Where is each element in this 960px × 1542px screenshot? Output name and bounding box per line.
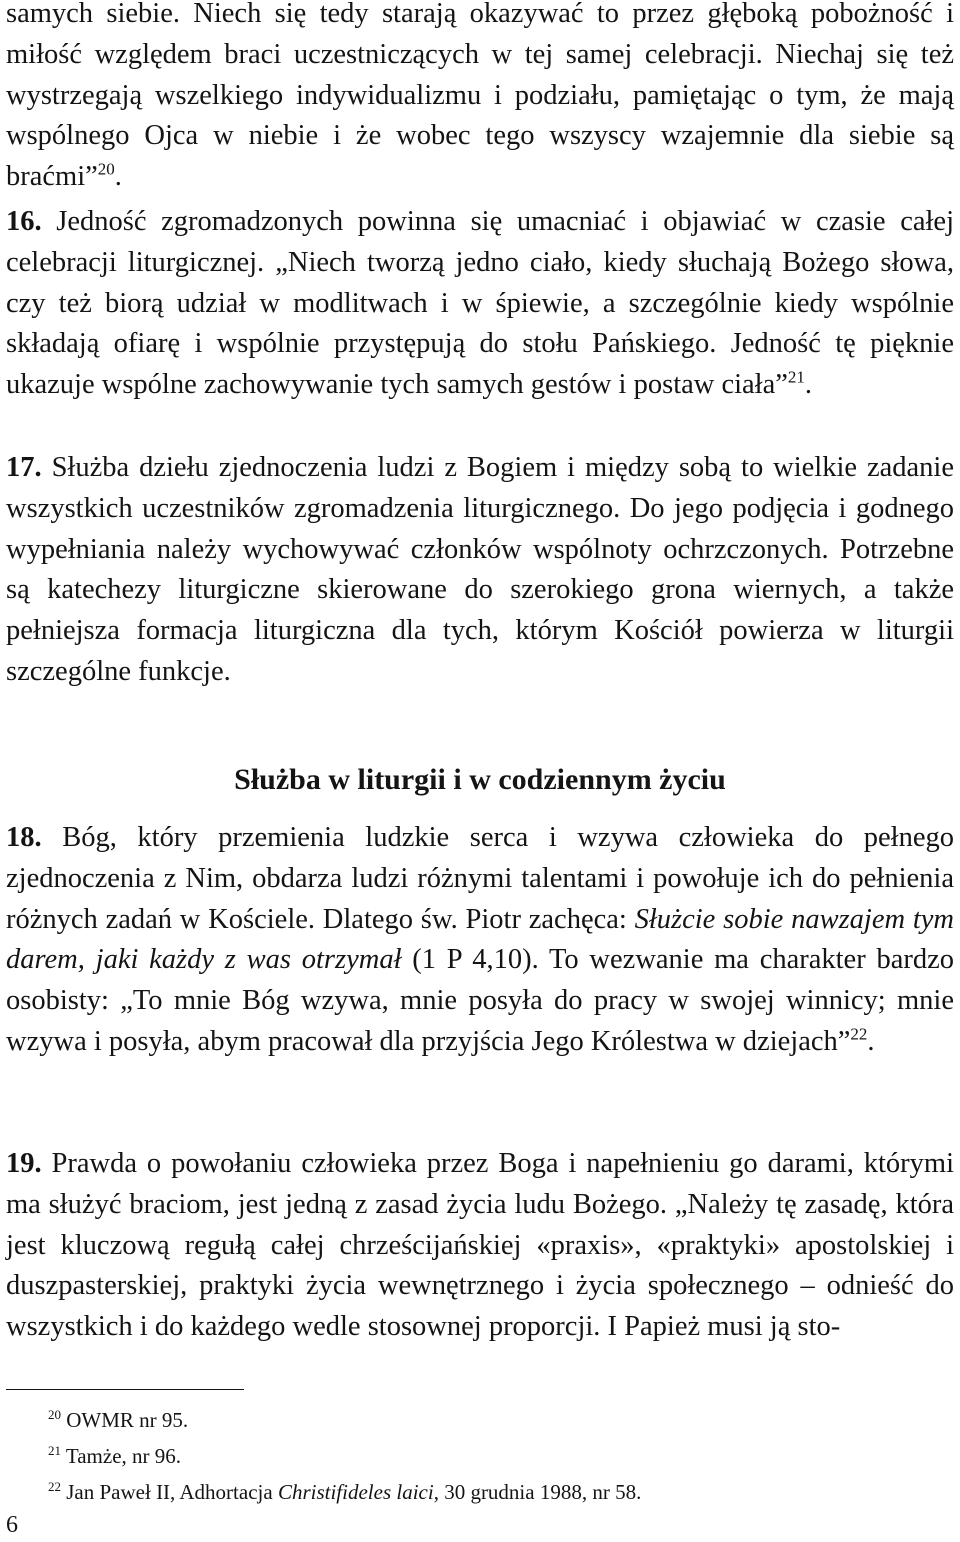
paragraph-number: 18.: [6, 822, 42, 853]
footnote-text-continued: , 30 grudnia 1988, nr 58.: [433, 1480, 642, 1504]
footnote-title: Christifideles laici: [277, 1480, 434, 1504]
page-number: 6: [6, 1512, 18, 1538]
paragraph-text: samych siebie. Niech się tedy starają okazywać to przez głęboką pobożność i miłość względem braci uczestniczących w tej samej celebracji. Niechaj się też wystrzegają wszelkiego indywidualizmu i podziału, pamiętając o tym, że mają wspólnego Ojca w niebie i że wobec tego wszyscy wzajemnie dla siebie są braćmi”: [6, 0, 954, 193]
footnote-number: 21: [48, 1443, 61, 1458]
footnote-20: [48, 1406, 188, 1434]
paragraph-17: [6, 448, 954, 693]
paragraph-number: 19.: [6, 1148, 42, 1179]
footnote-text: OWMR nr 95.: [61, 1408, 189, 1432]
section-heading: Służba w liturgii i w codziennym życiu: [234, 763, 726, 796]
paragraph-number: 16.: [6, 206, 42, 237]
paragraph-16: 16. Jedność zgromadzonych powinna się umacniać i objawiać w czasie całej celebracji liturgicznej. „Niech tworzą jedno ciało, kiedy słuchają Bożego słowa, czy też biorą udział w modlitwach i w śpiewie, a szczególnie kiedy wspólnie składają ofiarę i wspólnie przystępują do stołu Pańskiego. Jedność tę pięknie ukazuje wspólne zachowywanie tych samych gestów i postaw ciała”$^{21}$.: [6, 206, 954, 401]
paragraph-text: Jedność zgromadzonych powinna się umacniać i objawiać w czasie całej celebracji liturgicznej. „Niech tworzą jedno ciało, kiedy słuchają Bożego słowa, czy też biorą udział w modlitwach i w śpiewie, a szczególnie kiedy wspólnie składają ofiarę i wspólnie przystępują do stołu Pańskiego. Jedność tę pięknie ukazuje wspólne zachowywanie tych samych gestów i postaw ciała”: [6, 206, 954, 401]
paragraph-text: Prawda o powołaniu człowieka przez Boga i napełnieniu go darami, którymi ma służyć braciom, jest jedną z zasad życia ludu Bożego. „Należy tę zasadę, która jest kluczową regułą całej chrześcijańskiej «praxis», «praktyki» apostolskiej i duszpasterskiej, praktyki życia wewnętrznego i życia społecznego – odnieść do wszystkich i do każdego wedle stosownej proporcji. I Papież musi ją sto-: [6, 1148, 954, 1343]
footnote-divider: [6, 1389, 244, 1390]
footnote-number: 22: [48, 1479, 61, 1494]
footnote-text: Jan Paweł II, Adhortacja: [61, 1480, 278, 1504]
paragraph-intro: samych siebie. Niech się tedy starają okazywać to przez głęboką pobożność i miłość względem braci uczestniczących w tej samej celebracji. Niechaj się też wystrzegają wszelkiego indywidualizmu i podziału, pamiętając o tym, że mają wspólnego Ojca w niebie i że wobec tego wszyscy wzajemnie dla siebie są braćmi”$^{20}$.: [6, 0, 954, 193]
paragraph-number: 17.: [6, 452, 42, 483]
footnote-number: 20: [48, 1407, 61, 1422]
paragraph-19: [6, 1144, 954, 1348]
footnote-ref[interactable]: 22: [850, 1024, 868, 1044]
footnote-21: [48, 1442, 181, 1470]
footnote-ref[interactable]: 21: [787, 367, 805, 387]
paragraph-18: 18. Bóg, który przemienia ludzkie serca i wzywa człowieka do pełnego zjednoczenia z Nim, obdarza ludzi różnymi talentami i powołuje ich do pełnienia różnych zadań w Kościele. Dlatego św. Piotr zachęca: Służcie sobie nawzajem tym darem, jaki każdy z was otrzymał (1 P 4,10). To wezwanie ma charakter bardzo osobisty: „To mnie Bóg wzywa, mnie posyła do pracy w swojej winnicy; mnie wzywa i posyła, abym pracował dla przyjścia Jego Królestwa w dziejach”$^{22}$.: [6, 822, 955, 1057]
paragraph-text: Bóg, który przemienia ludzkie serca i wzywa człowieka do pełnego zjednoczenia z Nim, obdarza ludzi różnymi talentami i powołuje ich do pełnienia różnych zadań w Kościele. Dlatego św. Piotr zachęca:: [6, 822, 954, 935]
footnote-ref[interactable]: 20: [97, 159, 115, 179]
paragraph-text: Służba dziełu zjednoczenia ludzi z Bogiem i między sobą to wielkie zadanie wszystkich uczestników zgromadzenia liturgicznego. Do jego podjęcia i godnego wypełniania należy wychowywać członków wspólnoty ochrzczonych. Potrzebne są katechezy liturgiczne skierowane do szerokiego grona wiernych, a także pełniejsza formacja liturgiczna dla tych, którym Kościół powierza w liturgii szczególne funkcje.: [6, 452, 954, 687]
scripture-quote: Służcie sobie nawzajem tym darem, jaki każdy z was otrzymał: [6, 903, 955, 976]
footnote-text: Tamże, nr 96.: [61, 1444, 182, 1468]
footnote-22: [48, 1478, 641, 1506]
paragraph-text-continued: (1 P 4,10). To wezwanie ma charakter bardzo osobisty: „To mnie Bóg wzywa, mnie posyła do pracy w swojej winnicy; mnie wzywa i posyła, abym pracował dla przyjścia Jego Królestwa w dziejach”: [6, 944, 954, 1057]
